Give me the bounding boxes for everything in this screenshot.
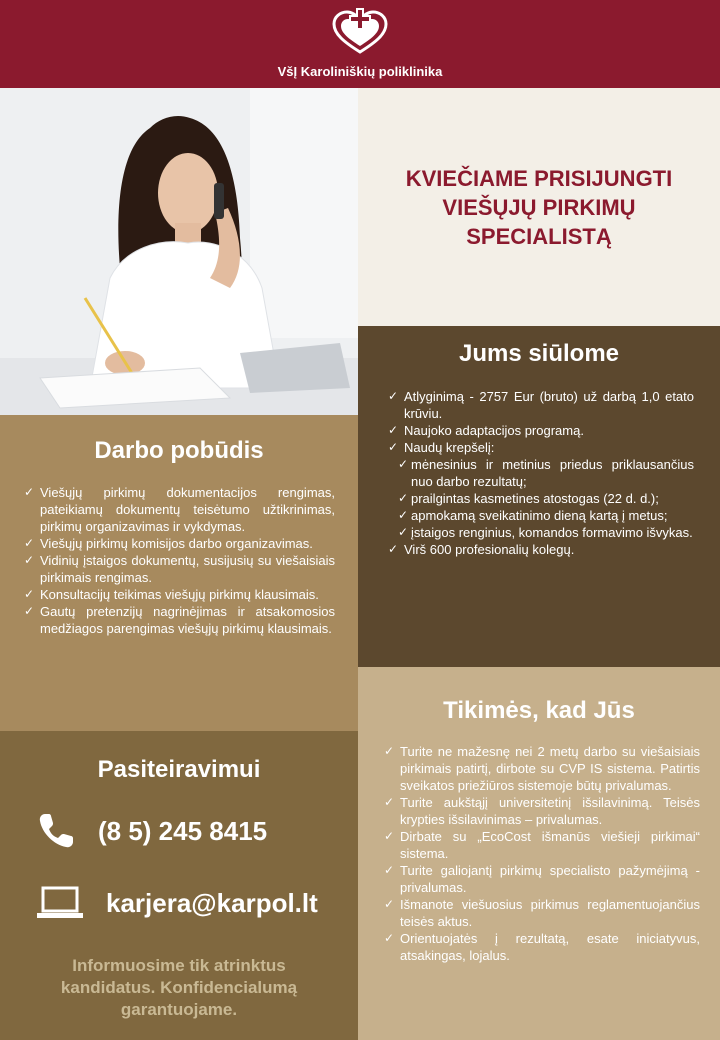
woman-on-phone-illustration bbox=[0, 88, 358, 415]
list-item: ✓ apmokamą sveikatinimo dieną kartą į metus; bbox=[398, 507, 694, 524]
list-item: ✓ Turite ne mažesnę nei 2 metų darbo su viešaisiais pirkimais patirtį, dirbote su CVP IS sistema. Patirtis sveikatos priežiūros sistemoje būtų privalumas. bbox=[382, 743, 700, 794]
list-item: ✓ Turite aukštąjį universitetinį išsilavinimą. Teisės krypties išsilavinimas – privalumas. bbox=[382, 794, 700, 828]
list-item: ✓ mėnesinius ir metinius priedus priklausančius nuo darbo rezultatų; bbox=[398, 456, 694, 490]
offer-heading: Jums siūlome bbox=[458, 340, 620, 367]
list-item: ✓ Dirbate su „EcoCost išmanūs viešieji pirkimai“ sistema. bbox=[382, 828, 700, 862]
list-item: ✓ Viešųjų pirkimų komisijos darbo organizavimas. bbox=[22, 535, 335, 552]
offer-list bbox=[386, 388, 694, 558]
title-line-3: SPECIALISTĄ bbox=[466, 223, 612, 249]
list-item: ✓ Naudų krepšelį: bbox=[386, 439, 694, 456]
email-link[interactable]: karjera@karpol.lt bbox=[106, 887, 318, 918]
email-row bbox=[36, 885, 318, 921]
contact-heading: Pasiteiravimui bbox=[97, 756, 261, 783]
requirements-list bbox=[382, 743, 700, 964]
list-item: ✓ Išmanote viešuosius pirkimus reglamentuojančius teisės aktus. bbox=[382, 896, 700, 930]
list-item: ✓ Turite galiojantį pirkimų specialisto pažymėjimą - privalumas. bbox=[382, 862, 700, 896]
list-item: ✓ Vidinių įstaigos dokumentų, susijusių su viešaisiais pirkimais rengimas. bbox=[22, 552, 335, 586]
list-item: ✓ Konsultacijų teikimas viešųjų pirkimų klausimais. bbox=[22, 586, 335, 603]
list-item: ✓ Viešųjų pirkimų dokumentacijos rengimas, pateikiamų dokumentų teisėtumo užtikrinimas, pirkimų organizavimas ir vykdymas. bbox=[22, 484, 335, 535]
organization-name: VšĮ Karoliniškių poliklinika bbox=[277, 64, 443, 79]
work-list bbox=[22, 484, 335, 637]
confidentiality-note: Informuosime tik atrinktus kandidatus. Konfidencialumą garantuojame. bbox=[60, 956, 298, 1019]
headline-panel bbox=[358, 88, 720, 326]
offer-section bbox=[358, 326, 720, 667]
phone-icon bbox=[36, 811, 76, 851]
list-item: ✓ prailgintas kasmetines atostogas (22 d. d.); bbox=[398, 490, 694, 507]
hero-photo bbox=[0, 88, 358, 415]
list-item: ✓ Gautų pretenzijų nagrinėjimas ir atsakomosios medžiagos parengimas viešųjų pirkimų klausimais. bbox=[22, 603, 335, 637]
contact-section bbox=[0, 731, 358, 1040]
list-item: ✓ Atlyginimą - 2757 Eur (bruto) už darbą 1,0 etato krūviu. bbox=[386, 388, 694, 422]
phone-number-link[interactable]: (8 5) 245 8415 bbox=[98, 815, 268, 846]
header-banner bbox=[0, 0, 720, 88]
list-item: ✓ įstaigos renginius, komandos formavimo išvykas. bbox=[398, 524, 694, 541]
list-item: ✓ Orientuojatės į rezultatą, esate iniciatyvus, atsakingas, lojalus. bbox=[382, 930, 700, 964]
work-section bbox=[0, 415, 358, 731]
title-line-1: KVIEČIAME PRISIJUNGTI bbox=[405, 165, 673, 191]
phone-row bbox=[36, 811, 267, 851]
requirements-heading: Tikimės, kad Jūs bbox=[443, 697, 635, 724]
work-heading: Darbo pobūdis bbox=[94, 437, 264, 464]
title-line-2: VIEŠŲJŲ PIRKIMŲ bbox=[442, 194, 636, 220]
list-item: ✓ Naujoko adaptacijos programą. bbox=[386, 422, 694, 439]
list-item: ✓ Virš 600 profesionalių kolegų. bbox=[386, 541, 694, 558]
laptop-icon bbox=[36, 885, 84, 921]
heart-cross-logo bbox=[330, 8, 390, 56]
page-title bbox=[406, 164, 672, 251]
requirements-section bbox=[358, 667, 720, 1040]
